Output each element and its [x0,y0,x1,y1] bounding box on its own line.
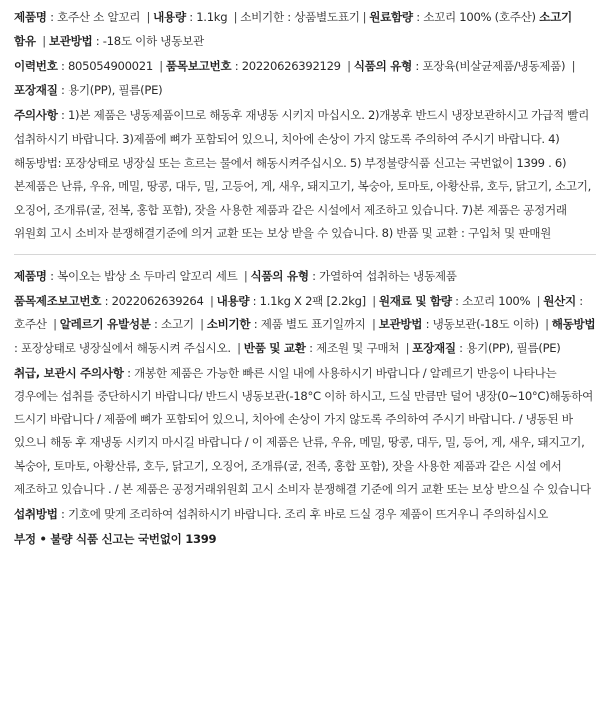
separator: | [347,59,351,74]
separator: | [405,340,410,355]
handling-text: : 개봉한 제품은 가능한 빠른 시일 내에 사용하시기 바랍니다 / 알레르기 반응이 나타나는 경우에는 섭취를 중단하시기 바랍니다/ 반드시 냉동보관(-18°C 이하 하시고, 드실 만큼만 덜어 냉장(0~10°C)해동하여 드시기 바랍니다 / 제품에 뼈가 포함되어 있으니, 치아에 손상이 가지 않도록 주의하여 주시기 바랍니다. / 냉동된 바 있으니 해동 후 재냉동 시키지 마시길 바랍니다 / 이 제품은 난류, 우유, 메밀, 땅콩, 대두, 밀, 등어, 게, 새우, 돼지고기, 복숭아, 토마토, 아황산류, 호두, 닭고기, 오징어, 조개류(굴, 전족, 홍합 포함), 잣을 사용한 제품과 같은 시설 에서 제조하고 있습니다 . / 본 제품은 공정거래위원회 고시 소비자 분쟁해결 기준에 의거 교환 또는 보상 받으실 수 있습니다 [14,365,594,496]
product1-caution [14,104,596,246]
spec-label: 원재료 및 함량 [378,294,452,309]
spec-value: : 소꼬리 100% [451,294,534,309]
separator: | [371,317,376,332]
spec-value: : 제품 별도 표기일까지 [250,317,369,332]
product1-spec-line-1 [14,6,596,53]
spec-label: 식품의 유형 [353,59,413,74]
spec-label: 반품 및 교환 [243,340,306,355]
spec-label: 제품명 [14,268,47,283]
separator: | [146,10,151,24]
spec-value: : 805054900021 [57,59,157,74]
spec-label: 알레르기 유발성분 [59,317,151,332]
spec-value: : 복이오는 밥상 소 두마리 알꼬리 세트 [46,268,241,283]
spec-value: : 소꼬리 100% (호주산) [412,10,540,24]
spec-value: : -18도 이하 냉동보관 [92,33,204,48]
product2-intake [14,503,596,526]
spec-label: 해동방법 [551,317,596,332]
spec-label: 품목제조보고번호 [14,294,102,309]
spec-value: : 1.1kg [185,10,231,24]
separator: | [372,294,376,309]
separator: | [536,294,541,309]
spec-value: : 20220626392129 [231,59,345,74]
spec-label: 원산지 [543,294,576,309]
spec-label: 제품명 [14,10,47,24]
separator: | [545,317,549,332]
separator: | [233,10,238,24]
spec-label: 보관방법 [48,33,93,48]
spec-label: 품목보고번호 [165,59,232,74]
spec-value: : 냉동보관(-18도 이하) [422,317,543,332]
product2-spec-line-1 [14,265,596,288]
intake-text: : 기호에 맞게 조리하여 섭취하시기 바랍니다. 조리 후 바로 드실 경우 제품이 뜨거우니 주의하십시오 [57,506,548,521]
product2-handling [14,362,596,501]
separator: | [200,317,204,332]
spec-label: 이력번호 [14,59,58,74]
spec-value: : 2022062639264 [101,294,207,309]
spec-label: 포장재질 [14,82,58,97]
separator: | [42,33,46,48]
separator: | [237,340,241,355]
spec-value: : 가열하여 섭취하는 냉동제품 [308,268,457,283]
section-divider [14,254,596,255]
spec-value: : 포장상태로 냉장실에서 해동시켜 주십시오. [14,340,235,355]
spec-value: : 소고기 [150,317,198,332]
spec-value: : 제조원 및 구매처 [305,340,403,355]
separator: | [209,294,214,309]
separator: | [159,59,163,74]
separator: | [243,268,248,283]
product1-section [14,6,596,246]
product1-spec-line-2 [14,55,596,102]
spec-value: : 1.1kg X 2팩 [2.2kg] [249,294,370,309]
spec-label: 내용량 [153,10,186,24]
spec-value: : 용기(PP), 필름(PE) [455,340,561,355]
product2-spec-line-2 [14,290,596,360]
separator: | [53,317,57,332]
product2-section [14,265,596,551]
spec-value: : 포장육(비살균제품/냉동제품) [412,59,569,74]
spec-label: 포장재질 [412,340,456,355]
report-text: 부정 • 불량 식품 신고는 국번없이 1399 [14,532,217,547]
spec-value: : 호주산 [14,294,583,332]
handling-label: 취급, 보관시 주의사항 [14,365,124,380]
separator: | [571,59,576,74]
spec-label: 식품의 유형 [250,268,309,283]
spec-label: 소고기 함유 [14,10,572,48]
product2-report [14,528,596,551]
spec-value: 소비기한 : 상품별도표기 [240,10,360,24]
caution-text: : 1)본 제품은 냉동제품이므로 해동후 재냉동 시키지 마십시오. 2)개봉후 반드시 냉장보관하시고 가급적 빨리 섭취하시기 바랍니다. 3)제품에 뼈가 포함되어 있으니, 치아에 손상이 가지 않도록 주의하여 주시기 바랍니다. 4)해동방법: 포장상태로 냉장실 또는 흐르는 물에서 해동시켜주십시오. 5) 부정불량식품 신고는 국번없이 1399 . 6) 본제품은 난류, 우유, 메밀, 땅콩, 대두, 밀, 고등어, 게, 새우, 돼지고기, 복숭아, 토마토, 아황산류, 호두, 닭고기, 소고기, 오징어, 조개류(굴, 전복, 홍합 포함), 잣을 사용한 제품과 같은 시설에서 제조하고 있습니다. 7)본 제품은 공정거래 위원회 고시 소비자 분쟁해결기준에 의거 교환 또는 보상 받을 수 있습니다. 8) 반품 및 교환 : 구입처 및 판매원 [14,108,592,241]
spec-value: : 용기(PP), 필름(PE) [57,82,163,97]
spec-label: 내용량 [216,294,250,309]
caution-label: 주의사항 [14,108,58,123]
separator: | [362,10,367,24]
spec-label: 원료함량 [369,10,413,24]
spec-label: 소비기한 [206,317,251,332]
spec-value: : 호주산 소 알꼬리 [46,10,144,24]
spec-label: 보관방법 [378,317,423,332]
intake-label: 섭취방법 [14,506,58,521]
